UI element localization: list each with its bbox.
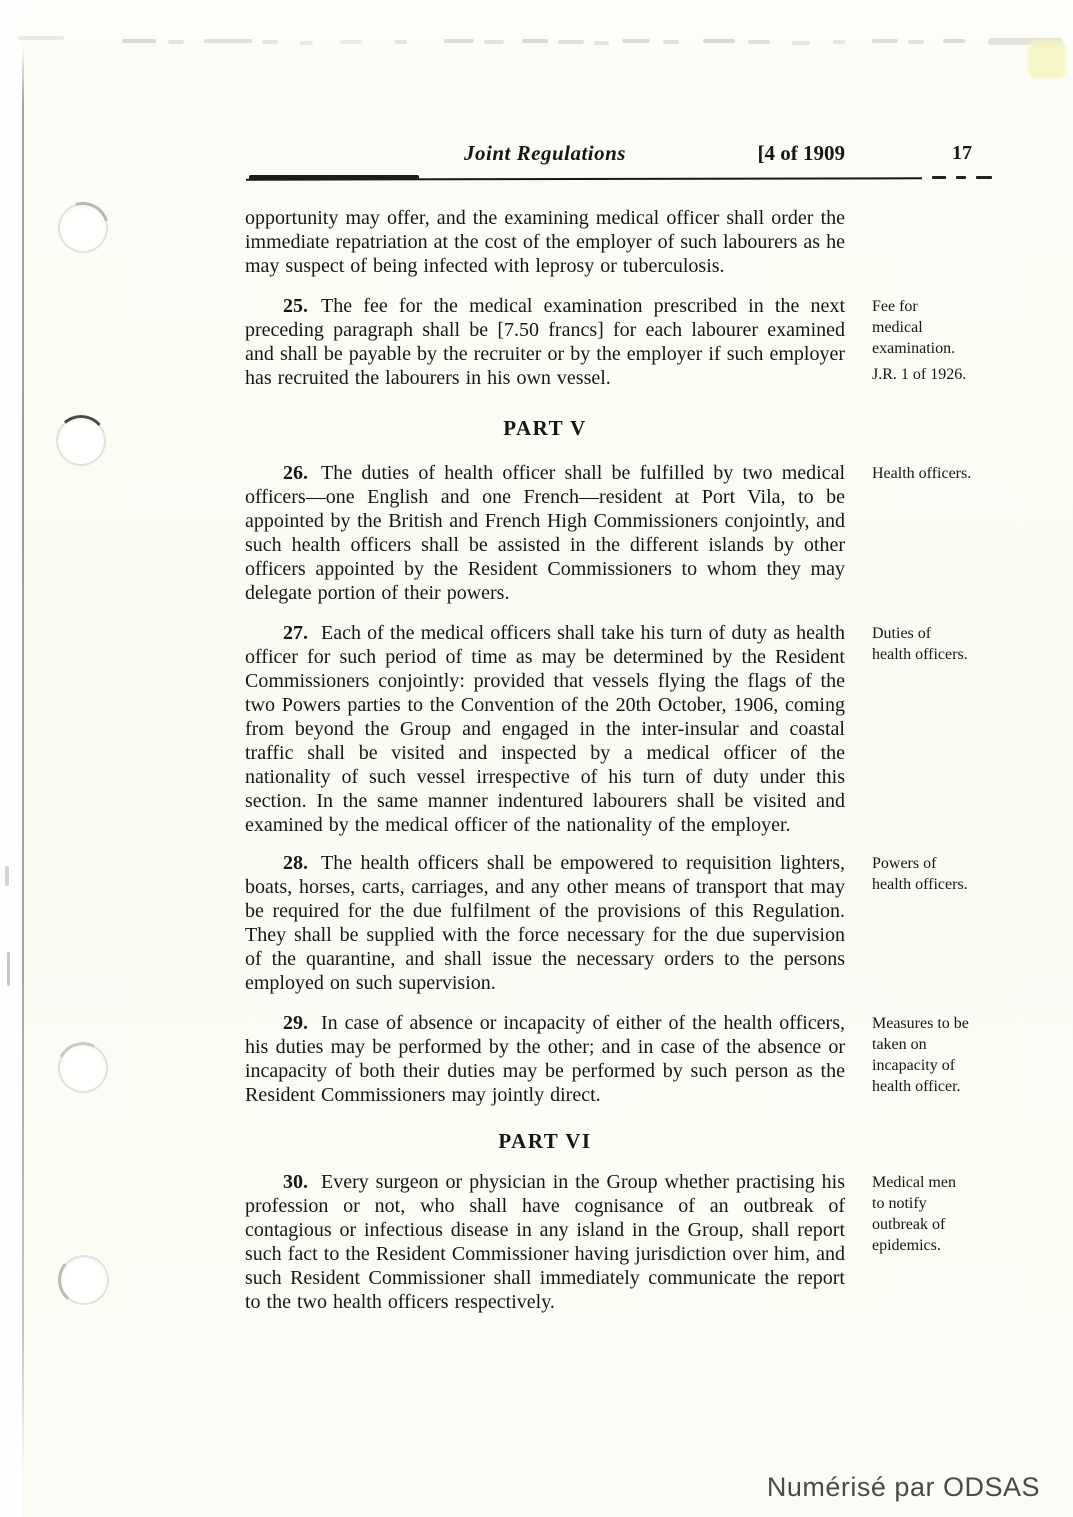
clause-number: 25. [283, 295, 308, 317]
clause-26 [245, 461, 972, 605]
punch-hole [61, 1257, 107, 1303]
page-number: 17 [952, 142, 972, 164]
margin-note: Fee for medical examination. [872, 298, 956, 357]
clause-text: The fee for the medical examination prescribed in the next preceding paragraph shall be [7.50 francs] for each labourer examined and shall be payable by the recruiter or by the employer if such employer has recruited the labourers in his own vessel. [245, 295, 845, 389]
punch-hole [60, 205, 106, 251]
paragraph-text: opportunity may offer, and the examining medical officer shall order the immediate repatriation at the cost of the employer of such labourers as he may suspect of being infected with leprosy or tuberculosis. [245, 207, 845, 277]
scan-artifact-mark [7, 952, 10, 986]
clause-27 [245, 621, 968, 837]
scan-artifact-mark [5, 866, 9, 886]
punch-hole [58, 418, 104, 464]
clause-number: 30. [283, 1171, 308, 1193]
punch-hole [60, 1045, 106, 1091]
running-header-title: Joint Regulations [464, 141, 626, 165]
clause-25 [245, 294, 967, 390]
margin-note: Measures to be taken on incapacity of health officer. [872, 1015, 969, 1095]
part-heading-vi: PART VI [498, 1129, 592, 1153]
scan-artifact-smudge [1028, 40, 1066, 78]
clause-30 [245, 1170, 956, 1314]
header-rule-dash [932, 176, 946, 179]
margin-note: Powers of health officers. [872, 855, 968, 893]
margin-note: Duties of health officers. [872, 625, 968, 663]
clause-text: The duties of health officer shall be fulfilled by two medical officers—one English and one French—resident at Port Vila, to be appointed by the British and French High Commissioners conjointly, and such health officers shall be assisted in the different islands by other officers appointed by the Resident Commissioners to whom they may delegate portion of their powers. [245, 462, 845, 604]
clause-text: Each of the medical officers shall take his turn of duty as health officer for such period of time as may be determined by the Resident Commissioners conjointly: provided that vessels flying the flags of the two Powers parties to the Convention of the 20th October, 1906, coming from beyond the Group and engaged in the inter-insular and coastal traffic shall be visited and inspected by a medical officer of the nationality of such vessel irrespective of his turn of duty under this section. In the same manner indentured labourers shall be visited and examined by the medical officer of the nationality of the employer. [245, 622, 845, 836]
clause-number: 27. [283, 622, 308, 644]
regulation-citation: [4 of 1909 [757, 141, 845, 165]
header-rule-dash [976, 176, 992, 179]
clause-text: Every surgeon or physician in the Group whether practising his profession or not, who shall have cognisance of an outbreak of contagious or infectious disease in any island in the Group, shall report such fact to the Resident Commissioner having jurisdiction over him, and such Resident Commissioner shall immediately communicate the report to the two health officers respectively. [245, 1171, 845, 1313]
clause-number: 29. [283, 1012, 308, 1034]
part-heading-v: PART V [503, 416, 587, 440]
margin-note: Health officers. [872, 465, 972, 482]
document-body [245, 206, 972, 1314]
scan-left-margin [0, 0, 22, 1517]
page-edge-line [22, 46, 24, 1476]
clause-28 [245, 851, 968, 995]
header-rule-artifact [249, 175, 419, 180]
margin-note: Medical men to notify outbreak of epidemics. [872, 1174, 956, 1254]
clause-29 [245, 1011, 969, 1107]
digitisation-watermark: Numérisé par ODSAS [766, 1472, 1040, 1502]
paragraph-continuation [245, 206, 845, 278]
header-rule-dash [956, 176, 966, 179]
clause-text: The health officers shall be empowered to requisition lighters, boats, horses, carts, carriages, and any other means of transport that may be required for the due fulfilment of the provisions of this Regulation. They shall be supplied with the force necessary for the due supervision of the quarantine, and shall issue the necessary orders to the persons employed on such supervision. [245, 852, 845, 994]
clause-number: 26. [283, 462, 308, 484]
clause-number: 28. [283, 852, 308, 874]
clause-text: In case of absence or incapacity of either of the health officers, his duties may be performed by the other; and in case of the absence or incapacity of both their duties may be performed by such person as the Resident Commissioners may jointly direct. [245, 1012, 845, 1106]
margin-note-reference: J.R. 1 of 1926. [872, 366, 967, 383]
